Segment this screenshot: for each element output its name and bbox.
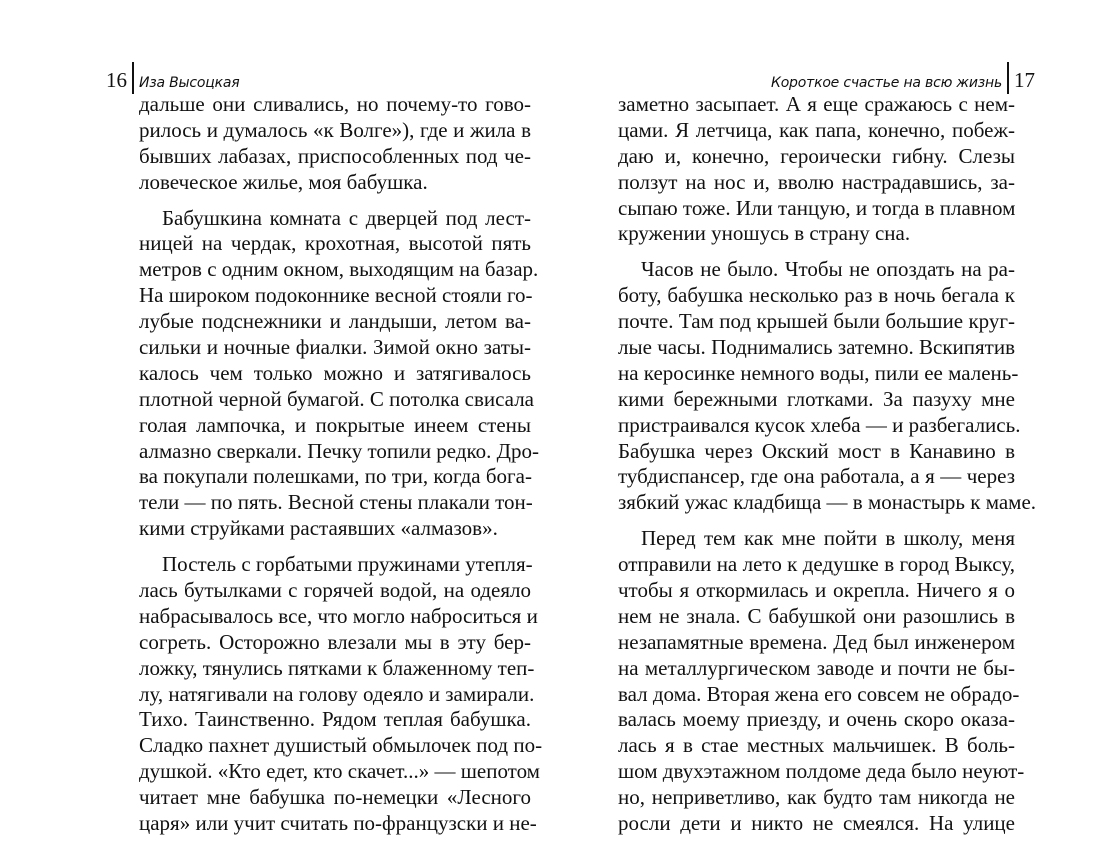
paragraph [618,526,1025,837]
left-page [0,0,556,836]
text-line: кими бережными глотками. За пазуху мне [618,386,1015,411]
text-line: заметно засыпает. А я еще сражаюсь с нем- [618,92,1015,116]
text-line: боту, бабушка несколько раз в ночь бегала к [618,283,1015,308]
text-line: почте. Там под крышей были большие круг- [618,309,1015,334]
left-head-divider [132,62,134,94]
text-line: голая лампочка, и покрытые инеем стены [139,412,531,437]
text-line: лу, натягивали на голову одеяло и замирали. [139,681,535,706]
text-line: лась бутылками с горячей водой, на одеяло [139,578,531,603]
text-line: сильки и ночные фиалки. Зимой окно заты- [139,335,531,360]
text-line: душкой. «Кто едет, кто скачет...» — шепотом [139,759,540,784]
text-line: шом двухэтажном полдоме деда было неуют- [618,759,1025,784]
text-line: Бабушкина комната с дверцей под лест- [162,205,531,230]
right-page [556,0,1111,836]
right-head-divider [1007,62,1009,94]
text-line: отправили на лето к дедушке в город Выксу, [618,552,1015,577]
text-line: тубдиспансер, где она работала, а я — через [618,464,1015,489]
text-line: читает мне бабушка по-немецки «Лесного [139,785,531,810]
text-line: ницей на чердак, крохотная, высотой пять [139,231,531,256]
text-line: даю и, конечно, героически гибну. Слезы [618,143,1015,168]
text-line: Тихо. Таинственно. Рядом теплая бабушка. [139,707,531,732]
text-line: ползут на нос и, вволю настрадавшись, за- [618,169,1015,194]
text-line: незапамятные времена. Дед был инженером [618,629,1015,654]
paragraph [618,92,1015,247]
text-line: на керосинке немного воды, пили ее малень- [618,360,1019,385]
right-page-number: 17 [1014,68,1035,92]
text-line: кружении уношусь в страну сна. [618,221,911,246]
paragraph [618,257,1037,516]
paragraph [139,205,539,543]
text-line: Часов не было. Чтобы не опоздать на ра- [641,257,1015,282]
text-line: нем не знала. С бабушкой они разошлись в [618,603,1015,628]
text-line: Сладко пахнет душистый обмылочек под по- [139,733,543,758]
text-line: росли дети и никто не смеялся. На улице [618,811,1015,836]
paragraph [139,552,543,837]
left-running-head-title: Иза Высоцкая [139,75,240,91]
text-line: лась я в стае местных мальчишек. В боль- [618,733,1015,758]
text-line: калось чем только можно и затягивалось [139,360,531,385]
text-line: зябкий ужас кладбища — в монастырь к маме. [618,490,1037,515]
text-line: тели — по пять. Весной стены плакали тон- [139,490,533,515]
text-line: сыпаю тоже. Или танцую, и тогда в плавном [618,195,1016,220]
text-line: метров с одним окном, выходящим на базар. [139,257,539,282]
text-line: лубые подснежники и ландыши, летом ва- [139,309,531,334]
text-line: дальше они сливались, но почему-то гово- [139,92,531,116]
text-line: вал дома. Вторая жена его совсем не обрадо- [618,681,1020,706]
text-line: ловеческое жилье, моя бабушка. [139,169,428,194]
text-line: Перед тем как мне пойти в школу, меня [641,526,1015,551]
left-page-text [139,92,543,847]
text-line: набрасывалось все, что могло наброситься и [139,603,538,628]
text-line: согреть. Осторожно влезали мы в эту бер- [139,629,531,654]
text-line: лые часы. Поднимались затемно. Вскипятив [618,335,1015,360]
text-line: цами. Я летчица, как папа, конечно, побеж- [618,117,1015,142]
text-line: чтобы я откормилась и окрепла. Ничего я о [618,578,1015,603]
text-line: алмазно сверкали. Печку топили редко. Дро- [139,438,539,463]
left-running-head [106,60,239,94]
text-line: плотной черной бумагой. С потолка свисала [139,386,534,411]
text-line: рилось и думалось «к Волге»), где и жила в [139,117,531,142]
text-line: бывших лабазах, приспособленных под че- [139,143,531,168]
paragraph [139,92,531,196]
text-line: На широком подоконнике весной стояли го- [139,283,533,308]
left-page-number: 16 [106,68,127,92]
text-line: ва покупали полешками, по три, когда бога- [139,464,532,489]
text-line: на металлургическом заводе и почти не бы- [618,655,1015,680]
text-line: но, неприветливо, как будто там никогда не [618,785,1015,810]
text-line: пристраивался кусок хлеба — и разбегались. [618,412,1021,437]
right-running-head [771,60,1035,94]
text-line: кими струйками растаявших «алмазов». [139,516,498,541]
text-line: Бабушка через Окский мост в Канавино в [618,438,1015,463]
text-line: валась моему приезду, и очень скоро оказа- [618,707,1015,732]
text-line: царя» или учит считать по-французски и не- [139,811,537,836]
right-page-text [618,92,1037,847]
text-line: ложку, тянулись пятками к блаженному теп- [139,655,535,680]
text-line: Постель с горбатыми пружинами утепля- [162,552,533,577]
right-running-head-title: Короткое счастье на всю жизнь [770,75,1002,91]
